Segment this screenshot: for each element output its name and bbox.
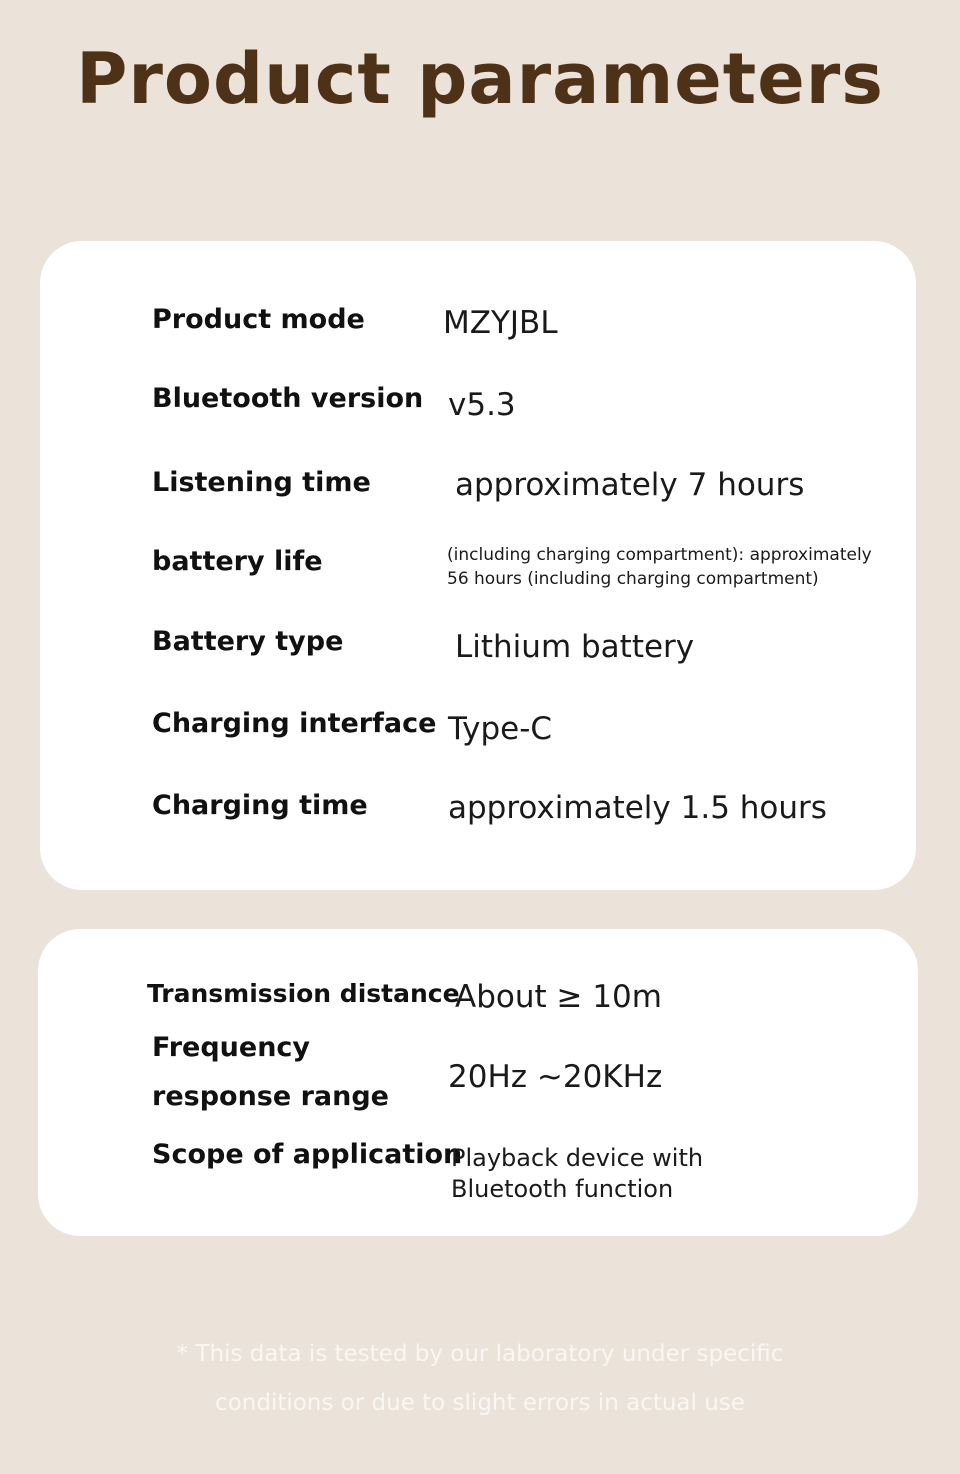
scope-of-application-value: Playback device with Bluetooth function	[451, 1144, 704, 1203]
battery-type-label: Battery type	[152, 626, 344, 657]
product-mode-label: Product mode	[152, 304, 365, 335]
scope-of-application-label: Scope of application	[152, 1139, 463, 1170]
listening-time-label: Listening time	[152, 467, 371, 498]
battery-life-value: (including charging compartment): approximately 56 hours (including charging compartment)	[447, 545, 872, 589]
bluetooth-version-label: Bluetooth version	[152, 383, 424, 414]
page-title: Product parameters	[76, 38, 884, 120]
charging-time-value: approximately 1.5 hours	[448, 790, 827, 826]
product-mode-value: MZYJBL	[443, 305, 558, 341]
battery-type-value: Lithium battery	[455, 629, 695, 665]
bluetooth-version-value: v5.3	[448, 387, 516, 423]
battery-life-label: battery life	[152, 546, 323, 577]
frequency-response-value: 20Hz ~20KHz	[448, 1059, 663, 1095]
transmission-distance-label: Transmission distance	[147, 979, 460, 1008]
charging-time-label: Charging time	[152, 790, 368, 821]
listening-time-value: approximately 7 hours	[455, 467, 805, 503]
charging-interface-label: Charging interface	[152, 708, 437, 739]
disclaimer-line-1: * This data is tested by our laboratory under specific	[176, 1341, 784, 1367]
transmission-distance-value: About ≥ 10m	[455, 979, 662, 1015]
charging-interface-value: Type-C	[448, 711, 553, 747]
disclaimer-line-2: conditions or due to slight errors in actual use	[215, 1390, 745, 1416]
frequency-response-label: Frequency response range	[152, 1032, 389, 1112]
